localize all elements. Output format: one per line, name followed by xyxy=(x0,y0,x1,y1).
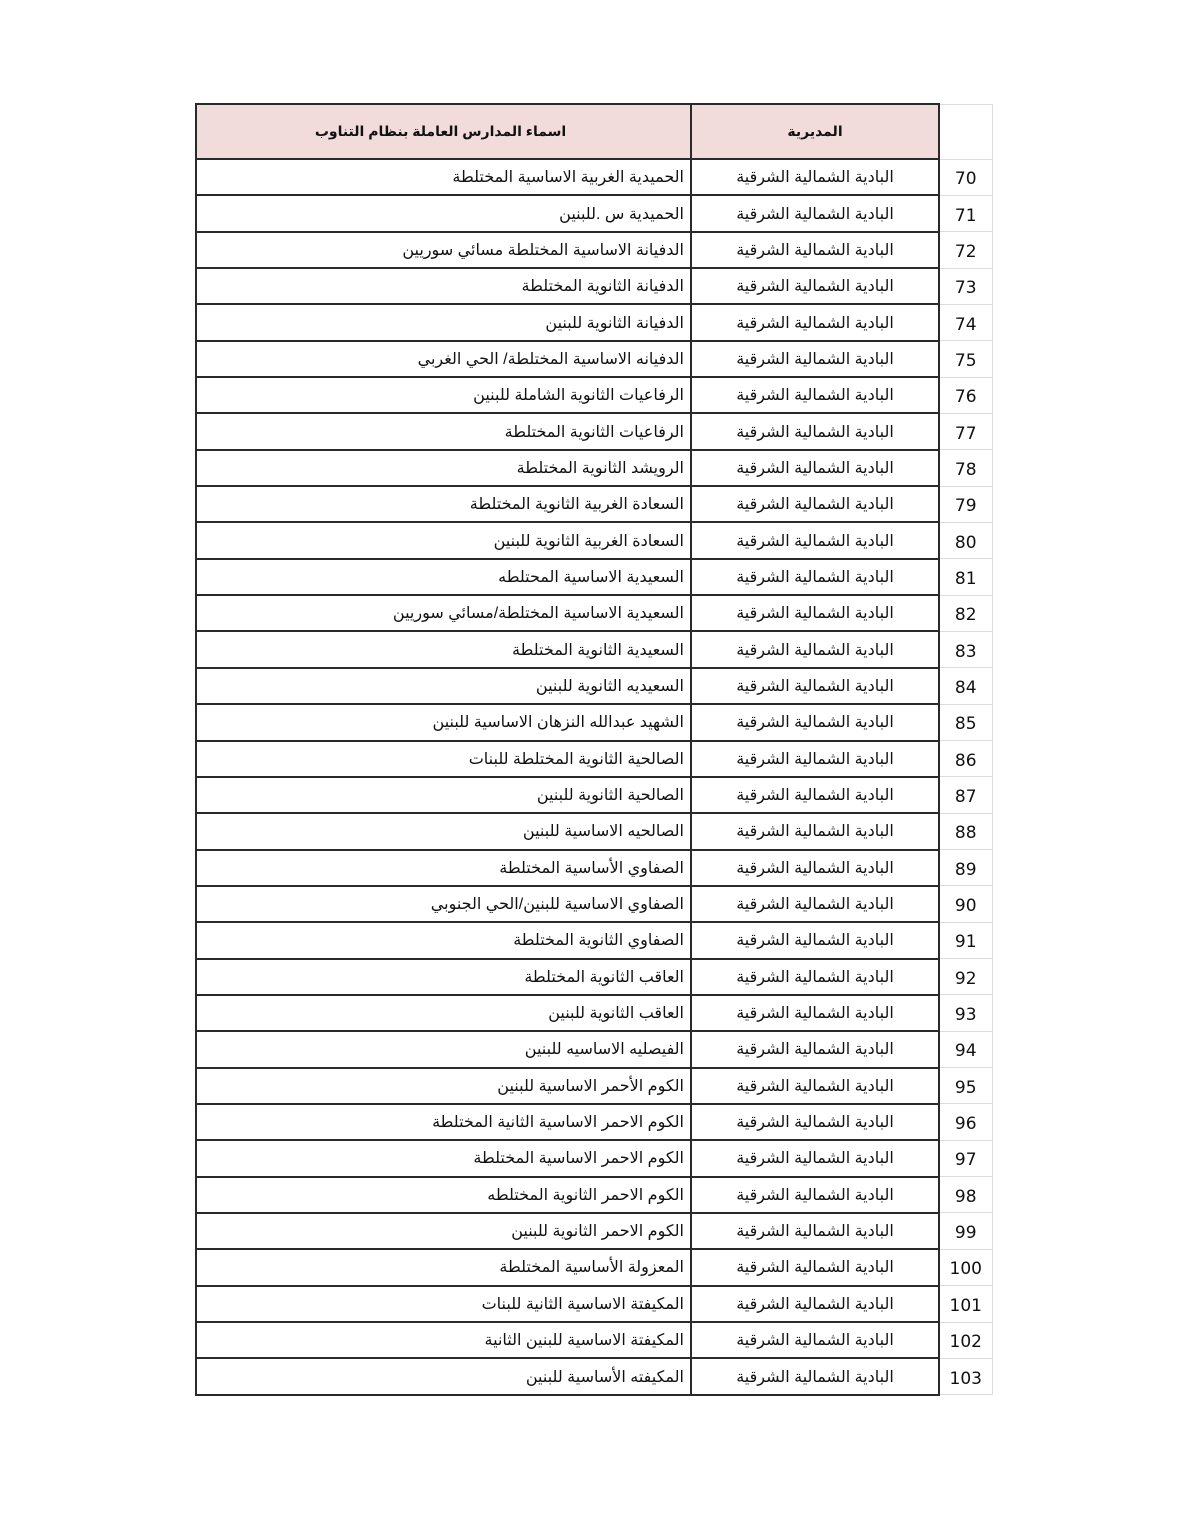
table-row xyxy=(196,450,992,486)
directorate-cell: البادية الشمالية الشرقية xyxy=(691,413,939,449)
school-name-cell: الكوم الاحمر الثانوية المختلطه xyxy=(196,1177,691,1213)
table-row xyxy=(196,741,992,777)
row-number-cell: 88 xyxy=(939,813,992,849)
row-number-cell: 79 xyxy=(939,486,992,522)
school-name-cell: الرويشد الثانوية المختلطة xyxy=(196,450,691,486)
school-name-cell: السعادة الغربية الثانوية للبنين xyxy=(196,522,691,558)
row-number-cell: 92 xyxy=(939,959,992,995)
row-number-cell: 89 xyxy=(939,850,992,886)
schools-table-sheet xyxy=(195,103,993,1396)
row-number-cell: 81 xyxy=(939,559,992,595)
table-row xyxy=(196,813,992,849)
table-row xyxy=(196,959,992,995)
row-number-cell: 94 xyxy=(939,1031,992,1067)
table-row xyxy=(196,232,992,268)
directorate-cell: البادية الشمالية الشرقية xyxy=(691,995,939,1031)
row-number-cell: 74 xyxy=(939,304,992,340)
school-name-cell: الشهيد عبدالله النزهان الاساسية للبنين xyxy=(196,704,691,740)
school-name-cell: الصالحيه الاساسية للبنين xyxy=(196,813,691,849)
directorate-cell: البادية الشمالية الشرقية xyxy=(691,195,939,231)
school-name-cell: الحميدية الغربية الاساسية المختلطة xyxy=(196,159,691,195)
row-number-cell: 84 xyxy=(939,668,992,704)
directorate-cell: البادية الشمالية الشرقية xyxy=(691,377,939,413)
directorate-cell: البادية الشمالية الشرقية xyxy=(691,1249,939,1285)
row-number-cell: 95 xyxy=(939,1068,992,1104)
table-row xyxy=(196,195,992,231)
directorate-cell: البادية الشمالية الشرقية xyxy=(691,450,939,486)
school-name-cell: العاقب الثانوية المختلطة xyxy=(196,959,691,995)
directorate-cell: البادية الشمالية الشرقية xyxy=(691,1068,939,1104)
school-name-cell: الرفاعيات الثانوية الشاملة للبنين xyxy=(196,377,691,413)
header-directorate: المديرية xyxy=(691,104,939,159)
row-number-cell: 73 xyxy=(939,268,992,304)
directorate-cell: البادية الشمالية الشرقية xyxy=(691,232,939,268)
directorate-cell: البادية الشمالية الشرقية xyxy=(691,1104,939,1140)
directorate-cell: البادية الشمالية الشرقية xyxy=(691,1177,939,1213)
row-number-cell: 100 xyxy=(939,1249,992,1285)
row-number-cell: 96 xyxy=(939,1104,992,1140)
table-row xyxy=(196,850,992,886)
row-number-cell: 78 xyxy=(939,450,992,486)
school-name-cell: السعيدية الاساسية المحتلطه xyxy=(196,559,691,595)
table-row xyxy=(196,377,992,413)
school-name-cell: المكيفتة الاساسية الثانية للبنات xyxy=(196,1286,691,1322)
row-number-cell: 85 xyxy=(939,704,992,740)
table-row xyxy=(196,1031,992,1067)
table-row xyxy=(196,668,992,704)
school-name-cell: الكوم الاحمر الاساسية المختلطة xyxy=(196,1140,691,1176)
row-number-cell: 93 xyxy=(939,995,992,1031)
row-number-cell: 82 xyxy=(939,595,992,631)
row-number-cell: 77 xyxy=(939,413,992,449)
table-row xyxy=(196,922,992,958)
school-name-cell: العاقب الثانوية للبنين xyxy=(196,995,691,1031)
school-name-cell: المعزولة الأساسية المختلطة xyxy=(196,1249,691,1285)
row-number-cell: 91 xyxy=(939,922,992,958)
directorate-cell: البادية الشمالية الشرقية xyxy=(691,704,939,740)
row-number-cell: 98 xyxy=(939,1177,992,1213)
school-name-cell: الرفاعيات الثانوية المختلطة xyxy=(196,413,691,449)
table-row xyxy=(196,1213,992,1249)
row-number-cell: 72 xyxy=(939,232,992,268)
table-row xyxy=(196,995,992,1031)
row-number-cell: 83 xyxy=(939,631,992,667)
row-number-cell: 80 xyxy=(939,522,992,558)
table-row xyxy=(196,341,992,377)
directorate-cell: البادية الشمالية الشرقية xyxy=(691,886,939,922)
school-name-cell: السعيدية الثانوية المختلطة xyxy=(196,631,691,667)
row-number-cell: 75 xyxy=(939,341,992,377)
school-name-cell: المكيفته الأساسية للبنين xyxy=(196,1358,691,1394)
table-row xyxy=(196,1177,992,1213)
table-row xyxy=(196,559,992,595)
directorate-cell: البادية الشمالية الشرقية xyxy=(691,850,939,886)
directorate-cell: البادية الشمالية الشرقية xyxy=(691,486,939,522)
directorate-cell: البادية الشمالية الشرقية xyxy=(691,304,939,340)
table-row xyxy=(196,486,992,522)
row-number-cell: 101 xyxy=(939,1286,992,1322)
directorate-cell: البادية الشمالية الشرقية xyxy=(691,559,939,595)
school-name-cell: الدفيانة الاساسية المختلطة مسائي سوريين xyxy=(196,232,691,268)
directorate-cell: البادية الشمالية الشرقية xyxy=(691,1286,939,1322)
table-row xyxy=(196,777,992,813)
school-name-cell: الصالحية الثانوية المختلطة للبنات xyxy=(196,741,691,777)
header-row xyxy=(196,104,992,159)
directorate-cell: البادية الشمالية الشرقية xyxy=(691,1358,939,1394)
table-body xyxy=(196,159,992,1395)
directorate-cell: البادية الشمالية الشرقية xyxy=(691,813,939,849)
table-row xyxy=(196,1286,992,1322)
schools-table xyxy=(195,103,993,1396)
row-number-cell: 97 xyxy=(939,1140,992,1176)
table-row xyxy=(196,704,992,740)
directorate-cell: البادية الشمالية الشرقية xyxy=(691,631,939,667)
school-name-cell: الصفاوي الاساسية للبنين/الحي الجنوبي xyxy=(196,886,691,922)
school-name-cell: الكوم الأحمر الاساسية للبنين xyxy=(196,1068,691,1104)
school-name-cell: الدفيانه الاساسية المختلطة/ الحي الغربي xyxy=(196,341,691,377)
table-row xyxy=(196,595,992,631)
school-name-cell: الكوم الاحمر الثانوية للبنين xyxy=(196,1213,691,1249)
row-number-cell: 103 xyxy=(939,1358,992,1394)
directorate-cell: البادية الشمالية الشرقية xyxy=(691,922,939,958)
row-number-cell: 102 xyxy=(939,1322,992,1358)
school-name-cell: السعادة الغربية الثانوية المختلطة xyxy=(196,486,691,522)
directorate-cell: البادية الشمالية الشرقية xyxy=(691,522,939,558)
school-name-cell: الحميدية س .للبنين xyxy=(196,195,691,231)
table-row xyxy=(196,304,992,340)
header-school-names: اسماء المدارس العاملة بنظام التناوب xyxy=(196,104,691,159)
directorate-cell: البادية الشمالية الشرقية xyxy=(691,1140,939,1176)
directorate-cell: البادية الشمالية الشرقية xyxy=(691,595,939,631)
school-name-cell: السعيدية الاساسية المختلطة/مسائي سوريين xyxy=(196,595,691,631)
directorate-cell: البادية الشمالية الشرقية xyxy=(691,741,939,777)
table-row xyxy=(196,631,992,667)
school-name-cell: الفيصليه الاساسيه للبنين xyxy=(196,1031,691,1067)
school-name-cell: الصفاوي الثانوية المختلطة xyxy=(196,922,691,958)
table-row xyxy=(196,886,992,922)
table-row xyxy=(196,1322,992,1358)
directorate-cell: البادية الشمالية الشرقية xyxy=(691,1213,939,1249)
table-row xyxy=(196,159,992,195)
row-number-cell: 86 xyxy=(939,741,992,777)
school-name-cell: الكوم الاحمر الاساسية الثانية المختلطة xyxy=(196,1104,691,1140)
school-name-cell: الصالحية الثانوية للبنين xyxy=(196,777,691,813)
table-row xyxy=(196,1140,992,1176)
table-row xyxy=(196,1104,992,1140)
table-row xyxy=(196,1068,992,1104)
table-row xyxy=(196,268,992,304)
table-row xyxy=(196,413,992,449)
directorate-cell: البادية الشمالية الشرقية xyxy=(691,959,939,995)
header-number xyxy=(939,104,992,159)
row-number-cell: 87 xyxy=(939,777,992,813)
directorate-cell: البادية الشمالية الشرقية xyxy=(691,1031,939,1067)
row-number-cell: 70 xyxy=(939,159,992,195)
directorate-cell: البادية الشمالية الشرقية xyxy=(691,341,939,377)
table-row xyxy=(196,1249,992,1285)
school-name-cell: الدفيانة الثانوية للبنين xyxy=(196,304,691,340)
table-row xyxy=(196,1358,992,1394)
directorate-cell: البادية الشمالية الشرقية xyxy=(691,668,939,704)
directorate-cell: البادية الشمالية الشرقية xyxy=(691,268,939,304)
table-row xyxy=(196,522,992,558)
row-number-cell: 76 xyxy=(939,377,992,413)
school-name-cell: المكيفتة الاساسية للبنين الثانية xyxy=(196,1322,691,1358)
school-name-cell: السعيديه الثانوية للبنين xyxy=(196,668,691,704)
school-name-cell: الدفيانة الثانوية المختلطة xyxy=(196,268,691,304)
directorate-cell: البادية الشمالية الشرقية xyxy=(691,159,939,195)
school-name-cell: الصفاوي الأساسية المختلطة xyxy=(196,850,691,886)
row-number-cell: 71 xyxy=(939,195,992,231)
row-number-cell: 99 xyxy=(939,1213,992,1249)
directorate-cell: البادية الشمالية الشرقية xyxy=(691,777,939,813)
directorate-cell: البادية الشمالية الشرقية xyxy=(691,1322,939,1358)
row-number-cell: 90 xyxy=(939,886,992,922)
